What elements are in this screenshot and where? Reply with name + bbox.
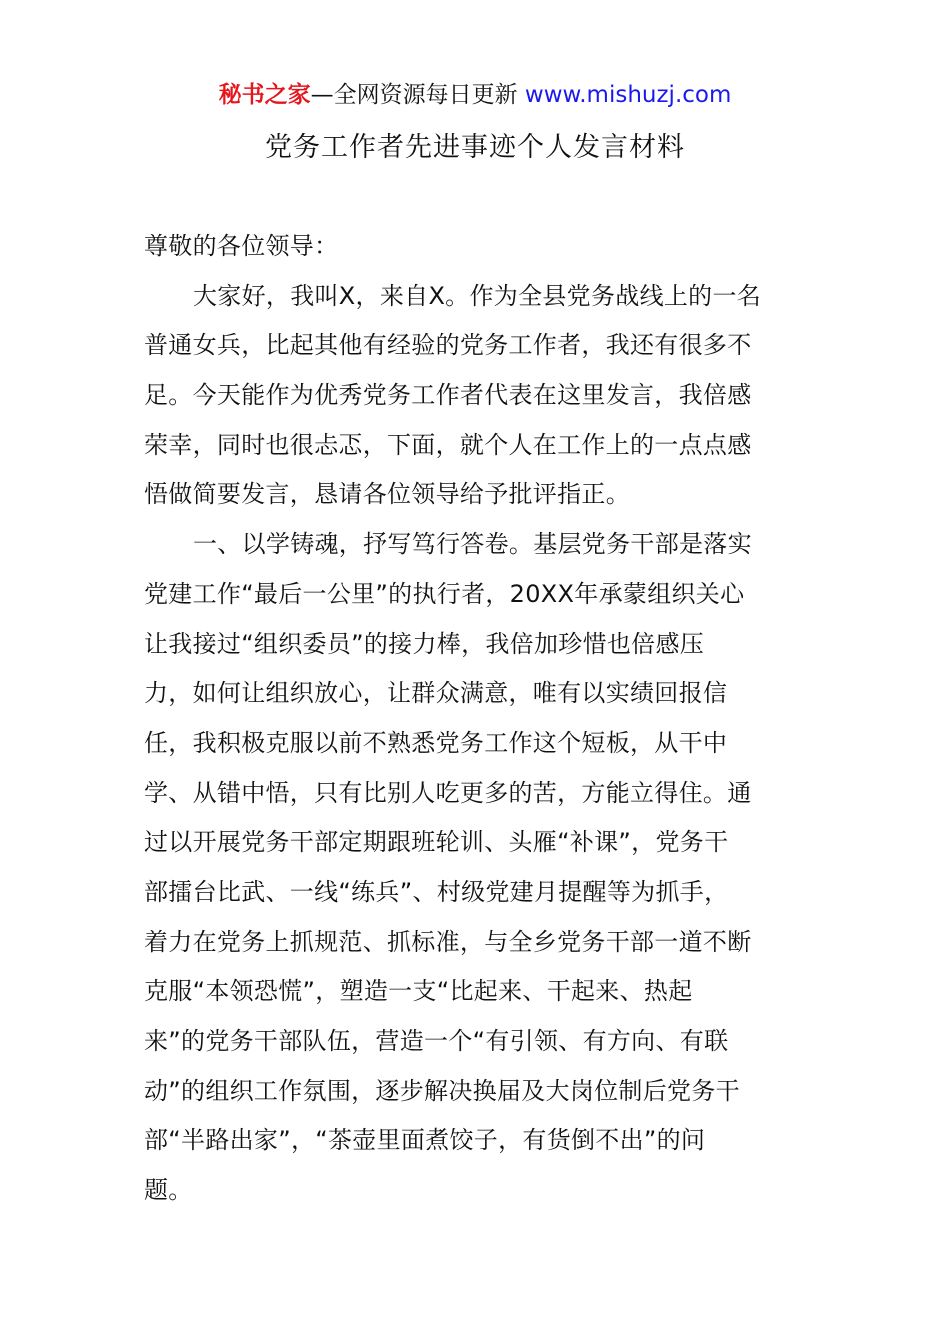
body-line: 大家好，我叫X，来自X。作为全县党务战线上的一名 [193,281,762,310]
body-line: 足。今天能作为优秀党务工作者代表在这里发言，我倍感 [144,381,752,410]
brand-name: 秘书之家 [218,82,311,108]
body-line: 力，如何让组织放心，让群众满意，唯有以实绩回报信 [144,679,728,708]
body-line: 任，我积极克服以前不熟悉党务工作这个短板，从干中 [144,728,728,757]
site-header [0,80,950,110]
body-line: 让我接过“组织委员”的接力棒，我倍加珍惜也倍感压 [144,629,705,658]
body-line: 荣幸，同时也很忐忑，下面，就个人在工作上的一点点感 [144,430,752,459]
body-line: 悟做简要发言，恳请各位领导给予批评指正。 [144,480,630,509]
document-title: 党务工作者先进事迹个人发言材料 [265,132,685,163]
site-link[interactable]: www.mishuzj.com [524,82,732,108]
document-body [144,226,808,1220]
body-line: 着力在党务上抓规范、抓标准，与全乡党务干部一道不断 [144,927,752,956]
salutation: 尊敬的各位领导： [144,232,339,260]
body-line: 动”的组织工作氛围，逐步解决换届及大岗位制后党务干 [144,1076,740,1105]
body-line: 普通女兵，比起其他有经验的党务工作者，我还有很多不 [144,331,752,360]
header-tagline: —全网资源每日更新 [310,82,525,108]
body-line: 学、从错中悟，只有比别人吃更多的苦，方能立得住。通 [144,778,752,807]
body-line: 过以开展党务干部定期跟班轮训、头雁“补课”，党务干 [144,828,729,857]
body-line: 部擂台比武、一线“练兵”、村级党建月提醒等为抓手， [144,877,729,906]
body-line: 来”的党务干部队伍，营造一个“有引领、有方向、有联 [144,1027,729,1055]
body-line: 克服“本领恐慌”，塑造一支“比起来、干起来、热起 [144,977,693,1006]
body-line: 党建工作“最后一公里”的执行者，20XX年承蒙组织关心 [144,579,745,608]
body-line: 一、以学铸魂，抒写笃行答卷。基层党务干部是落实 [193,530,752,559]
body-line: 题。 [144,1176,193,1205]
body-line: 部“半路出家”，“茶壶里面煮饺子，有货倒不出”的问 [144,1126,706,1155]
